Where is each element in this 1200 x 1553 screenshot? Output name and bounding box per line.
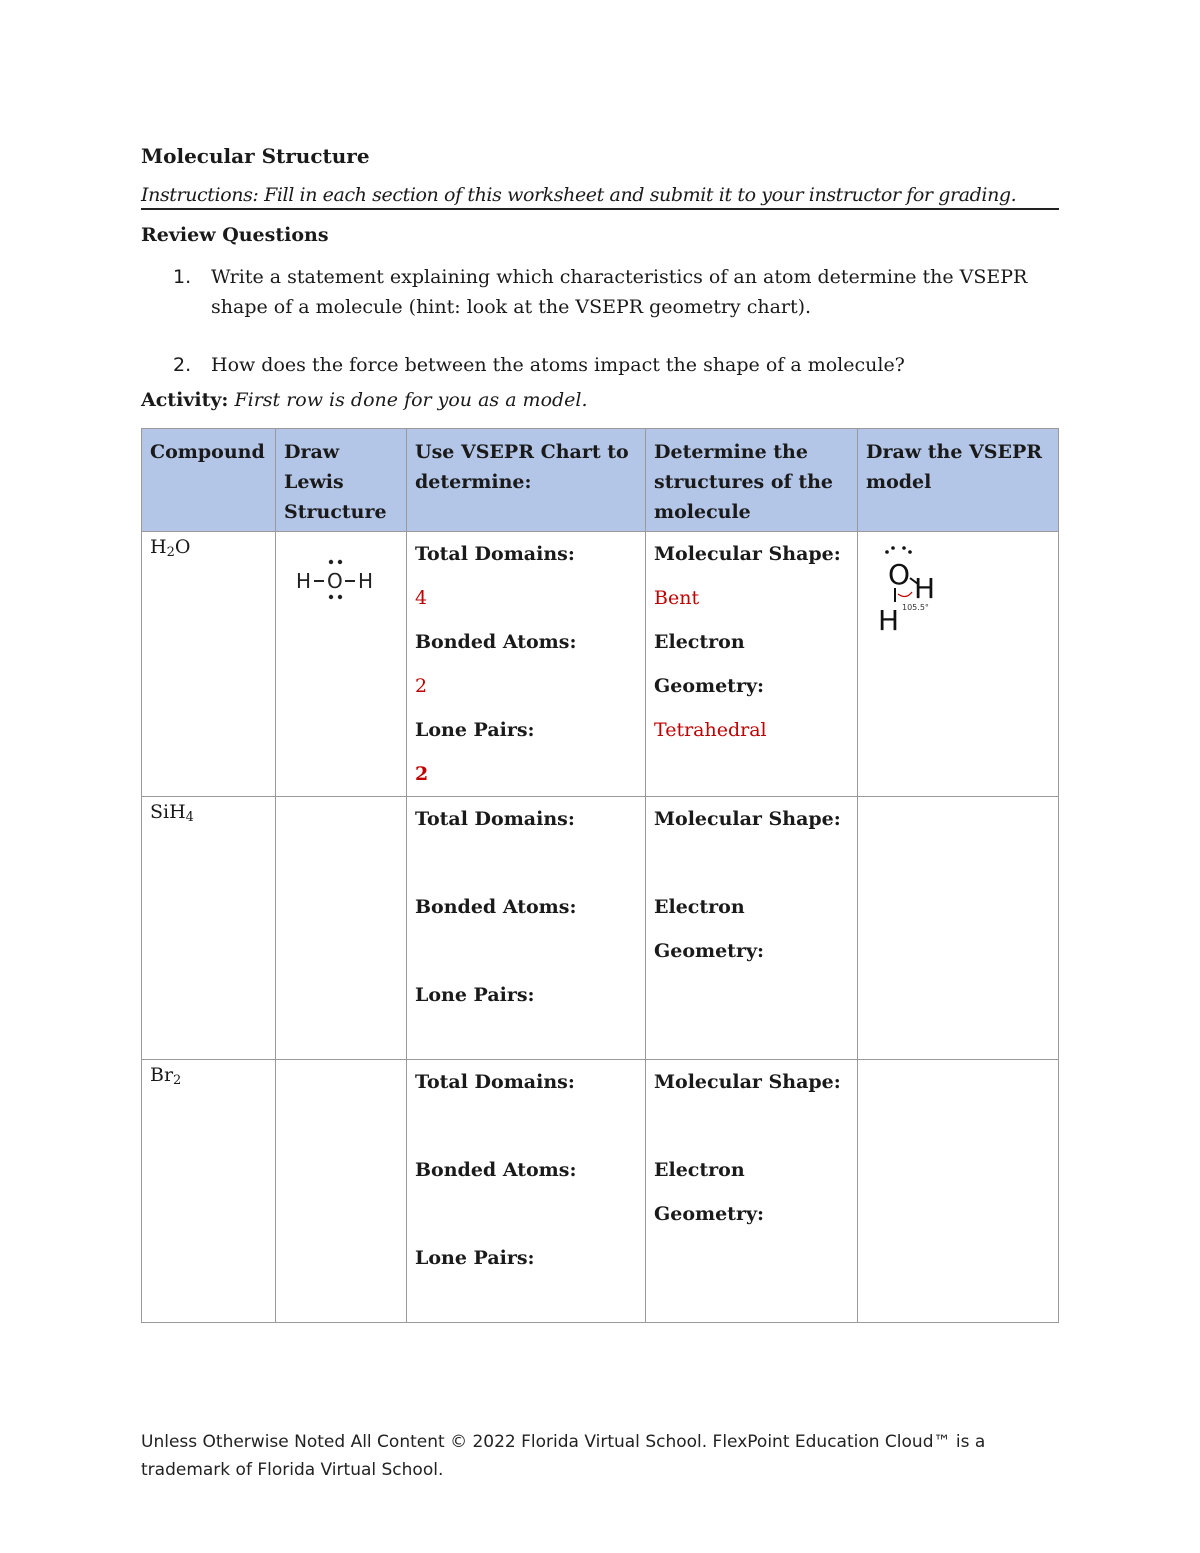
- water-lewis-structure: [284, 546, 394, 616]
- molecular-shape-label: Molecular Shape:: [654, 808, 841, 830]
- lone-pairs-label: Lone Pairs:: [415, 1247, 535, 1269]
- header-vsepr-model: Draw the VSEPR model: [858, 429, 1059, 532]
- bonded-atoms-label: Bonded Atoms:: [415, 896, 577, 918]
- water-vsepr-model: [878, 544, 968, 634]
- instructions: Instructions: Fill in each section of this worksheet and submit it to your instructor for grading.: [141, 182, 1059, 210]
- activity-note: First row is done for you as a model.: [234, 389, 588, 411]
- activity-label: Activity:: [141, 389, 229, 411]
- total-domains-label: Total Domains:: [415, 808, 575, 830]
- vsepr-chart-cell[interactable]: [407, 797, 646, 1060]
- structures-cell[interactable]: [646, 797, 858, 1060]
- bond-angle-label: 105.5°: [902, 603, 929, 612]
- vsepr-model-cell[interactable]: [858, 1060, 1059, 1323]
- table-row: [142, 797, 1059, 1060]
- compound-cell: $Br_2$: [142, 1060, 276, 1323]
- activity-line: [141, 389, 588, 411]
- question-text: Write a statement explaining which characteristics of an atom determine the VSEPR shape of a molecule (hint: look at the VSEPR geometry chart).: [211, 266, 1028, 318]
- page-title: Molecular Structure: [141, 144, 370, 168]
- lewis-cell[interactable]: [276, 797, 407, 1060]
- lewis-atom-center: O: [327, 569, 343, 593]
- compound-cell: $H_2O$: [142, 532, 276, 797]
- header-structures: Determine the structures of the molecule: [646, 429, 858, 532]
- bonded-atoms-value: 2: [415, 675, 428, 697]
- electron-label: Electron: [654, 896, 745, 918]
- lewis-cell[interactable]: [276, 532, 407, 797]
- molecular-shape-label: Molecular Shape:: [654, 543, 841, 565]
- lewis-atom-left: H: [296, 569, 312, 593]
- molecular-shape-value: Bent: [654, 587, 700, 609]
- bonded-atoms-label: Bonded Atoms:: [415, 631, 577, 653]
- lone-pair-dot: [338, 560, 342, 564]
- electron-label: Electron: [654, 1159, 745, 1181]
- bonded-atoms-label: Bonded Atoms:: [415, 1159, 577, 1181]
- total-domains-value: 4: [415, 587, 428, 609]
- lone-pair-dot: [329, 560, 333, 564]
- compound-cell: SiH$_4$: [142, 797, 276, 1060]
- header-lewis: Draw Lewis Structure: [276, 429, 407, 532]
- lone-pair-dot: [908, 550, 912, 554]
- total-domains-label: Total Domains:: [415, 1071, 575, 1093]
- footer-copyright: Unless Otherwise Noted All Content © 2022 Florida Virtual School. FlexPoint Education Cloud™ is a trademark of Florida Virtual School.: [141, 1432, 986, 1480]
- header-compound: Compound: [142, 429, 276, 532]
- table-header-row: [142, 429, 1059, 532]
- review-heading: Review Questions: [141, 224, 329, 246]
- electron-geometry-value: Tetrahedral: [654, 719, 767, 741]
- model-atom-hydrogen-bottom: H: [878, 604, 900, 634]
- total-domains-label: Total Domains:: [415, 543, 575, 565]
- model-atom-oxygen: O: [888, 558, 911, 591]
- lone-pair-dot: [885, 550, 889, 554]
- lone-pairs-label: Lone Pairs:: [415, 719, 535, 741]
- molecular-shape-label: Molecular Shape:: [654, 1071, 841, 1093]
- vsepr-model-cell[interactable]: [858, 797, 1059, 1060]
- electron-label: Electron: [654, 631, 745, 653]
- table-row: [142, 532, 1059, 797]
- question-number: 2.: [173, 354, 192, 376]
- lone-pair-dot: [902, 546, 906, 550]
- lewis-cell[interactable]: [276, 1060, 407, 1323]
- header-vsepr-chart: Use VSEPR Chart to determine:: [407, 429, 646, 532]
- vsepr-model-cell[interactable]: [858, 532, 1059, 797]
- geometry-label: Geometry:: [654, 940, 765, 962]
- vsepr-chart-cell[interactable]: [407, 1060, 646, 1323]
- lone-pairs-value: 2: [415, 763, 429, 785]
- vsepr-chart-cell[interactable]: [407, 532, 646, 797]
- question-number: 1.: [173, 266, 192, 288]
- lone-pair-dot: [338, 595, 342, 599]
- geometry-label: Geometry:: [654, 1203, 765, 1225]
- model-atom-hydrogen-right: H: [914, 572, 936, 605]
- lewis-atom-right: H: [358, 569, 374, 593]
- vsepr-table: [141, 428, 1059, 1323]
- table-row: [142, 1060, 1059, 1323]
- geometry-label: Geometry:: [654, 675, 765, 697]
- bond-angle-arc: [898, 592, 912, 597]
- question-text: How does the force between the atoms impact the shape of a molecule?: [211, 354, 905, 376]
- structures-cell[interactable]: [646, 532, 858, 797]
- lone-pairs-label: Lone Pairs:: [415, 984, 535, 1006]
- lone-pair-dot: [329, 595, 333, 599]
- lone-pair-dot: [891, 546, 895, 550]
- structures-cell[interactable]: [646, 1060, 858, 1323]
